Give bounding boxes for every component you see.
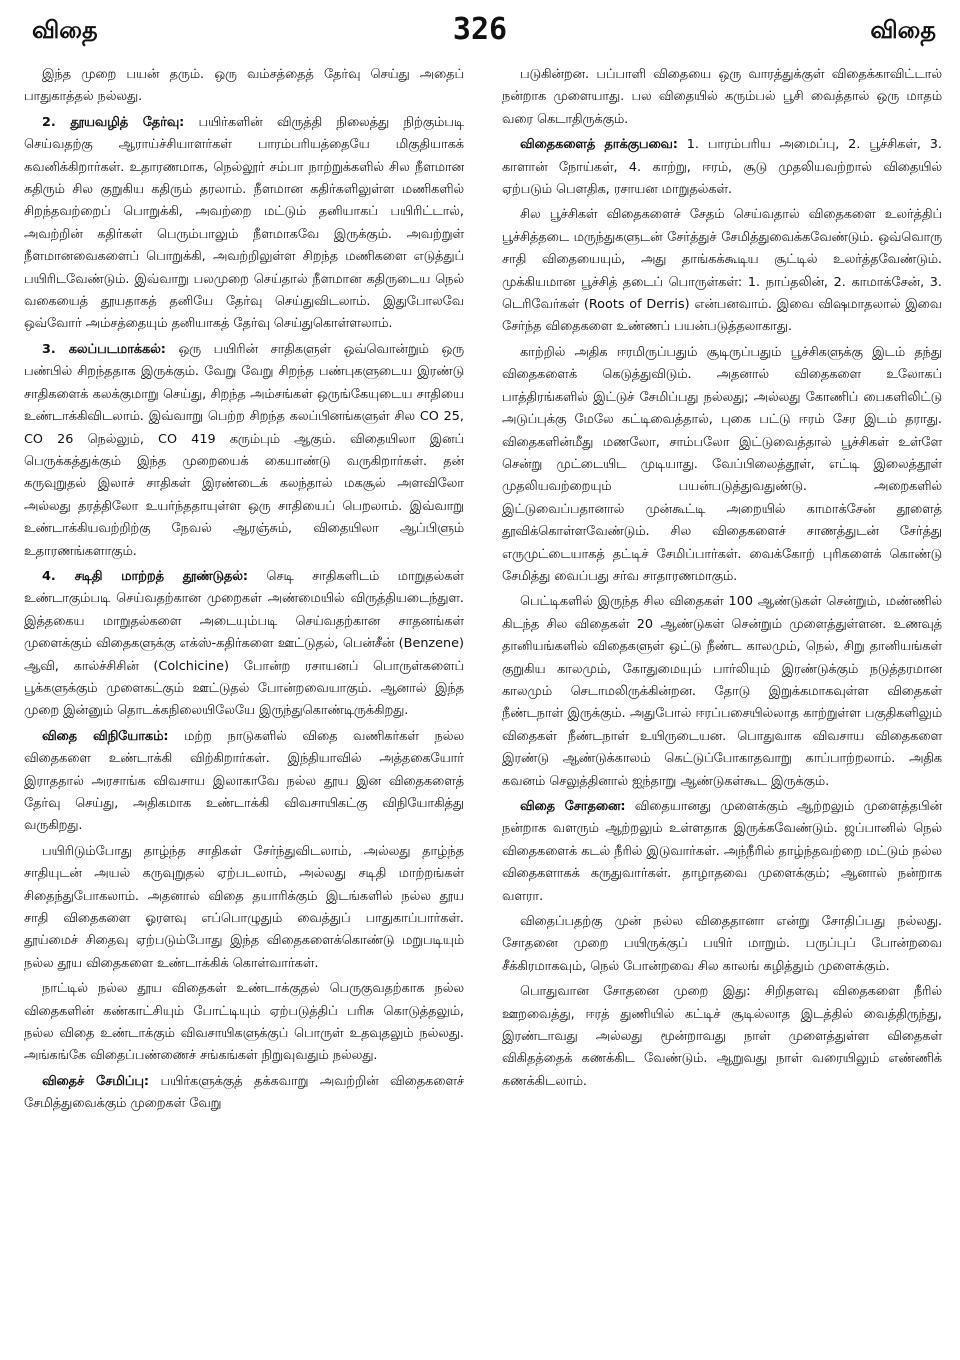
paragraph — [502, 64, 942, 131]
paragraph-text: பயிரிடும்போது தாழ்ந்த சாதிகள் சேர்ந்துவிடலாம், அல்லது தாழ்ந்த சாதியுடன் அயல் கருவுறுதல் ஏற்படலாம், அல்லது சடிதி மாற்றங்கள் சிதைந்துபோகலாம். அதனால் விதை தயாரிக்கும் இடங்களில் நல்ல தூய சாதி விதைகளை ஓரளவு எப்பொழுதும் வைத்துப் பாதுகாப்பார்கள். தூய்மைச் சிதைவு ஏற்படும்போது இந்த விதைகளைக்கொண்டு மறுபடியும் நல்ல தூய விதைகளை உண்டாக்கிக் கொள்வார்கள். — [24, 843, 464, 971]
paragraph-text: இந்த முறை பயன் தரும். ஒரு வம்சத்தைத் தேர்வு செய்து அதைப் பாதுகாத்தல் நல்லது. — [24, 67, 464, 105]
paragraph-heading: விதை விநியோகம்: — [42, 728, 169, 744]
paragraph — [502, 981, 942, 1093]
paragraph — [502, 204, 942, 338]
paragraph-text: விதையானது முளைக்கும் ஆற்றலும் முளைத்தபின் நன்றாக வளரும் ஆற்றலும் உள்ளதாக இருக்கவேண்டும். ஜப்பானில் நெல் விதைகளைக் கடல் நீரில் இடுவார்கள். அந்நீரில் தாழ்ந்தவற்றை மட்டும் நல்ல விதைகளாகக் கருதுவார்கள். தாழாதவை முளைக்கும்; ஆனால் நன்றாக வளரா. — [502, 799, 942, 904]
paragraph-heading: விதைகளைத் தாக்குபவை: — [520, 137, 678, 153]
paragraph-text: பயிர்களுக்குத் தக்கவாறு அவற்றின் விதைகளைச் சேமித்துவைக்கும் முறைகள் வேறு — [24, 1073, 464, 1112]
left-column — [24, 64, 464, 1119]
text-columns — [18, 50, 942, 1340]
paragraph — [502, 134, 942, 201]
right-column — [502, 64, 942, 1096]
paragraph — [24, 566, 464, 723]
paragraph-text: ஒரு பயிரின் சாதிகளுள் ஒவ்வொன்றும் ஒரு பண்பில் சிறந்ததாக இருக்கும். வேறு வேறு சிறந்த பண்புகளுடைய இரண்டு சாதிகளைக் கலக்குமாறு செய்து, சிறந்த அம்சங்கள் ஒருங்கேயுடைய சாதியை உண்டாக்கிவிடலாம். இவ்வாறு பெற்ற சிறந்த கலப்பினங்களுள் சில CO 25, CO 26 நெல்லும், CO 419 கரும்பும் ஆகும். விதையிலா இனப் பெருக்கத்துக்கும் இந்த முறையைக் கையாண்டு வருகிறார்கள். தன் கருவுறுதல் இலாச் சாதிகள் இரண்டைக் கலந்தால் மகசூல் அளவிலோ அல்லது தரத்திலோ உயர்ந்ததாயுள்ள ஒரு சாதியைப் பெறலாம். இவ்வாறு உண்டாக்கியவற்றிற்கு நேவல் ஆரஞ்சும், விதையிலா ஆப்பிளும் உதாரணங்களாகும். — [24, 341, 464, 559]
paragraph-heading: 2. தூயவழித் தேர்வு: — [42, 114, 185, 130]
paragraph — [502, 911, 942, 978]
paragraph — [24, 1071, 464, 1116]
paragraph-text: பெட்டிகளில் இருந்த சில விதைகள் 100 ஆண்டுகள் சென்றும், மண்ணில் கிடந்த சில விதைகள் 20 ஆண்டுகள் சென்றும் முளைத்துள்ளன. உணவுத் தானியங்களில் விதைகளுள் ஒட்டு நீண்ட காலமும், நெல், சிறு தானியங்கள் குறுகிய காலமும், கோதுமையும் பார்லியும் இரண்டுக்கும் நடுத்தரமான காலமும் செடாமலிருக்கின்றன. தோடு இறுக்கமாகவுள்ள விதைகள் நீண்டநாள் இருக்கும். அதுபோல் ஈரப்பசையில்லாத காற்றுள்ள பகுதிகளிலும் விதைகள் நீண்டநாள் உயிருடையன. பொதுவாக விவசாய விதைகளை இரண்டு ஆண்டுக்காலம் கெட்டுப்போகாதவாறு காப்பாற்றலாம். அதிக கவனம் செலுத்தினால் ஐந்தாறு ஆண்டுகள்கூட இருக்கும். — [502, 594, 942, 789]
paragraph-text: காற்றில் அதிக ஈரமிருப்பதும் சூடிருப்பதும் பூச்சிகளுக்கு இடம் தந்து விதைகளைக் கெடுத்துவிடும். அதனால் விதைகளை உலோகப் பாத்திரங்களில் இட்டுச் சேமிப்பது நல்லது; அல்லது கோணிப் பைகளிலிட்டு அடுப்புக்கு மேலே கட்டிவைத்தால், புகை பட்டு ஈரம் சேர இடம் தராது. விதைகளின்மீது மணலோ, சாம்பலோ இட்டுவைத்தால் பூச்சிகள் உள்ளே சென்று முட்டையிட முடியாது. வேப்பிலைத்தூள், எட்டி இலைத்தூள் முதலியவற்றையும் பயன்படுத்துவதுண்டு. அறைகளில் இட்டுவைப்பதானால் முன்கூட்டி அறையில் காமாக்சேன் தூளைத் தூவிக்கொள்ளவேண்டும். சில விதைகளைச் சாணத்துடன் சேர்த்து எருமுட்டையாகத் தட்டிச் சேமிப்பார்கள். வைக்கோற் புரிகளைக் கொண்டு சேமித்து வைப்பது சர்வ சாதாரணமாகும். — [502, 344, 942, 584]
header-right-word: விதை — [870, 16, 936, 44]
paragraph-text: 1. பாரம்பரிய அமைப்பு, 2. பூச்சிகள், 3. காளான் நோய்கள், 4. காற்று, ஈரம், சூடு முதலியவற்றால் விதையில் ஏற்படும் பௌதிக, ரசாயன மாறுதல்கள். — [502, 137, 942, 198]
paragraph — [24, 112, 464, 336]
paragraph-heading: 4. சடிதி மாற்றத் தூண்டுதல்: — [42, 568, 248, 584]
paragraph — [24, 339, 464, 563]
paragraph-text: செடி சாதிகளிடம் மாறுதல்கள் உண்டாகும்படி செய்வதற்கான முறைகள் அண்மையில் விருத்தியடைந்துள. இத்தகைய மாறுதல்களை அடையும்படி செய்வதற்கான சாதனங்கள் முளைக்கும் விதைகளுக்கு எக்ஸ்-கதிர்களை ஊட்டுதல், பென்சீன் (Benzene) ஆவி, கால்ச்சிசின் (Colchicine) போன்ற ரசாயனப் பொருள்களைப் பூக்களுக்கும் முளைகட்கும் ஊட்டுதல் போன்றவையாகும். ஆனால் இந்த முறை இன்னும் தொடக்கநிலையிலேயே இருந்துகொண்டிருக்கிறது. — [24, 568, 464, 719]
paragraph — [502, 342, 942, 588]
paragraph-text: பயிர்களின் விருத்தி நிலைத்து நிற்கும்படி செய்வதற்கு ஆராய்ச்சியாளர்கள் பாரம்பரியத்தையே மிகுதியாகக் கவனிக்கிறார்கள். உதாரணமாக, நெல்லூர் சம்பா நாற்றுக்களில் சில நீளமான கதிரும் சில குறுகிய கதிரும் தரலாம். நீளமான கதிர்களிலுள்ள மணிகளில் சிறந்தவற்றைப் பொறுக்கி, அவற்றை மட்டும் தனியாகப் பயிரிட்டால், அவற்றின் கதிர்கள் பெரும்பாலும் நீளமாகவே இருக்கும். அவற்றுள் நீளமானவைகளைப் பொறுக்கி, அவற்றிலுள்ள சிறந்த மணிகளை எடுத்துப் பயிரிடவேண்டும். இவ்வாறு பலமுறை செய்தால் நீளமான கதிருடைய நெல் வகையைத் தூயதாகத் தனியே தேர்வு செய்துவிடலாம். இதுபோலவே ஒவ்வோர் அம்சத்தையும் தனியாகத் தேர்வு செய்துகொள்ளலாம். — [24, 114, 464, 332]
running-header — [18, 10, 942, 50]
paragraph — [24, 978, 464, 1068]
page-number: 326 — [452, 12, 508, 47]
paragraph-text: படுகின்றன. பப்பாளி விதையை ஒரு வாரத்துக்குள் விதைக்காவிட்டால் நன்றாக முளையாது. பல விதையில் கரும்பல் பூசி வைத்தால் ஒரு மாதம் வரை கெடாதிருக்கும். — [502, 67, 942, 127]
paragraph-text: நாட்டில் நல்ல தூய விதைகள் உண்டாக்குதல் பெருகுவதற்காக நல்ல விதைகளின் கண்காட்சியும் போட்டியும் ஏற்படுத்திப் பரிசு கொடுத்தலும், நல்ல விதை உண்டாக்கும் விவசாயிகளுக்குப் பொருள் உதவுதலும் நல்லது. அங்கங்கே விதைப்பண்ணைச் சங்கங்கள் நிறுவுவதும் நல்லது. — [24, 981, 464, 1064]
paragraph-heading: விதைச் சேமிப்பு: — [42, 1073, 149, 1089]
paragraph-heading: 3. கலப்படமாக்கல்: — [42, 341, 166, 357]
paragraph — [502, 591, 942, 793]
paragraph-text: சில பூச்சிகள் விதைகளைச் சேதம் செய்வதால் விதைகளை உலர்த்திப் பூச்சித்தடை மருந்துகளுடன் சேர்த்துச் சேமித்துவைக்கவேண்டும். ஒவ்வொரு சாதி விதையையும், அது தாங்கக்கூடிய சூட்டில் உலர்த்தவேண்டும். முக்கியமான பூச்சித் தடைப் பொருள்கள்: 1. நாப்தலின், 2. காமாக்சேன், 3. டெரிவேர்கள் (Roots of Derris) என்பனவாம். இவை விஷமாதலால் இவை சேர்ந்த விதைகளை உண்ணப் பயன்படுத்தலாகாது. — [502, 207, 942, 335]
paragraph — [24, 64, 464, 109]
paragraph-text: விதைப்பதற்கு முன் நல்ல விதைதானா என்று சோதிப்பது நல்லது. சோதனை முறை பயிருக்குப் பயிர் மாறும். பருப்புப் போன்றவை சீக்கிரமாகவும், நெல் போன்றவை சில காலங் கழித்தும் முளைக்கும். — [502, 914, 942, 974]
paragraph — [502, 796, 942, 908]
paragraph — [24, 726, 464, 838]
paragraph-heading: விதை சோதனை: — [520, 799, 626, 814]
header-left-word: விதை — [32, 16, 98, 44]
paragraph — [24, 841, 464, 975]
paragraph-text: மற்ற நாடுகளில் விதை வணிகர்கள் நல்ல விதைகளை உண்டாக்கி விற்கிறார்கள். இந்தியாவில் அத்தகையோர் இராததால் அரசாங்க விவசாய இலாகாவே நல்ல தூய இன விதைகளைத் தேர்வு செய்து, அதிகமாக உண்டாக்கி விவசாயிகட்கு விநியோகித்து வருகிறது. — [24, 728, 464, 834]
paragraph-text: பொதுவான சோதனை முறை இது: சிறிதளவு விதைகளை நீரில் ஊறவைத்து, ஈரத் துணியில் கட்டிச் சூடில்லாத இடத்தில் வைத்திருந்து, இரண்டாவது அல்லது மூன்றாவது நாள் முளைத்துள்ள விதைகள் விகிதத்தைக் கணக்கிட வேண்டும். ஆறுவது நாள் வரையிலும் எண்ணிக் கணக்கிடலாம். — [502, 984, 942, 1089]
